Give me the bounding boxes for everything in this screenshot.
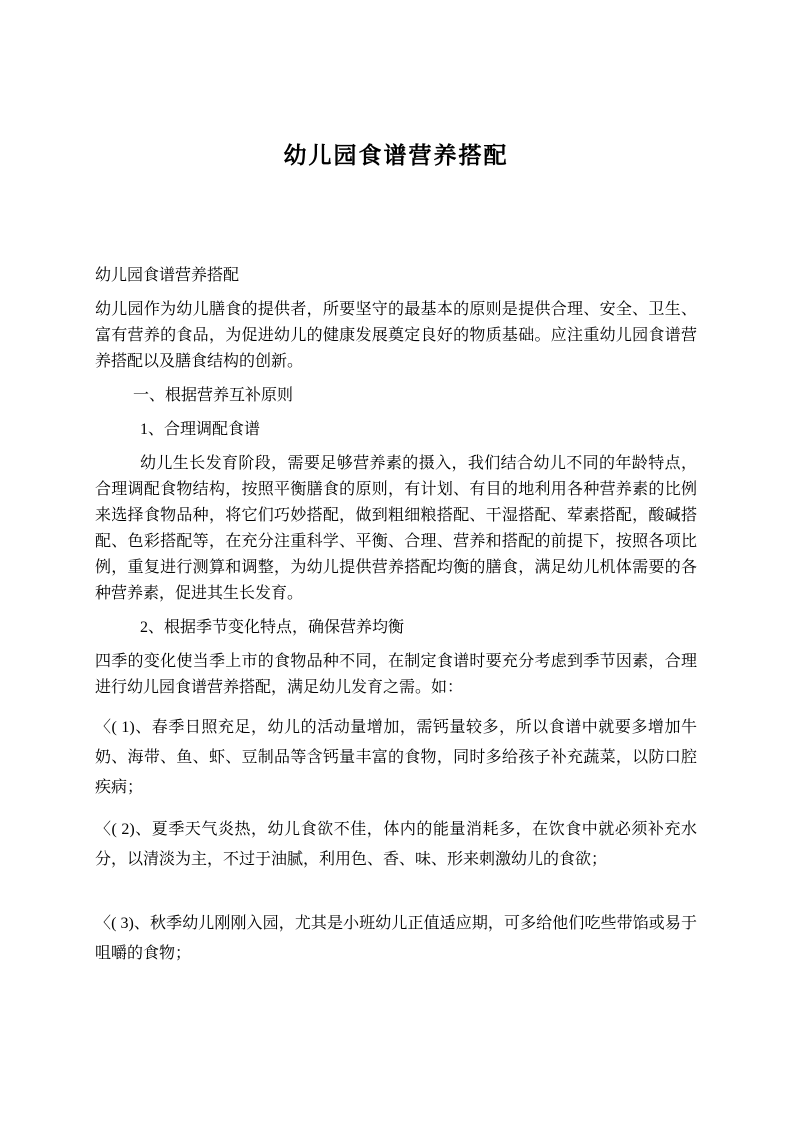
paragraph-10-list-item-last: 〈( 3)、秋季幼儿刚刚入园，尤其是小班幼儿正值适应期，可多给他们吃些带馅或易于咀嚼的食物；: [95, 915, 697, 962]
paragraph-2-body: 幼儿园作为幼儿膳食的提供者，所要坚守的最基本的原则是提供合理、安全、卫生、富有营养的食品，为促进幼儿的健康发展奠定良好的物质基础。应注重幼儿园食谱营养搭配以及膳食结构的创新。: [95, 301, 697, 370]
paragraph-6-heading-l2: 2、根据季节变化特点，确保营养均衡: [140, 619, 405, 636]
paragraph-4-heading-l2: 1、合理调配食谱: [140, 421, 261, 438]
paragraph-1-body: 幼儿园食谱营养搭配: [95, 267, 240, 284]
paragraph-3-heading-l1: 一、根据营养互补原则: [133, 387, 294, 404]
paragraph-8-list-item: 〈( 1)、春季日照充足，幼儿的活动量增加，需钙量较多，所以食谱中就要多增加牛奶、海带、鱼、虾、豆制品等含钙量丰富的食物，同时多给孩子补充蔬菜，以防口腔疾病；: [95, 719, 697, 796]
paragraph-5-body-firstline: 幼儿生长发育阶段，需要足够营养素的摄入，我们结合幼儿不同的年龄特点，合理调配食物结构，按照平衡膳食的原则，有计划、有目的地利用各种营养素的比例来选择食物品种，将它们巧妙搭配，做到粗细粮搭配、干湿搭配、荤素搭配，酸碱搭配、色彩搭配等，在充分注重科学、平衡、合理、营养和搭配的前提下，按照各项比例，重复进行测算和调整，为幼儿提供营养搭配均衡的膳食，满足幼儿机体需要的各种营养素，促进其生长发育。: [95, 455, 697, 602]
document-body: [95, 263, 697, 977]
document-title: 幼儿园食谱营养搭配: [283, 143, 509, 168]
paragraph-9-list-item: 〈( 2)、夏季天气炎热，幼儿食欲不佳，体内的能量消耗多，在饮食中就必须补充水分，以清淡为主，不过于油腻，利用色、香、味、形来刺激幼儿的食欲；: [95, 821, 697, 868]
paragraph-7-body: 四季的变化使当季上市的食物品种不同，在制定食谱时要充分考虑到季节因素，合理进行幼儿园食谱营养搭配，满足幼儿发育之需。如：: [95, 653, 697, 696]
